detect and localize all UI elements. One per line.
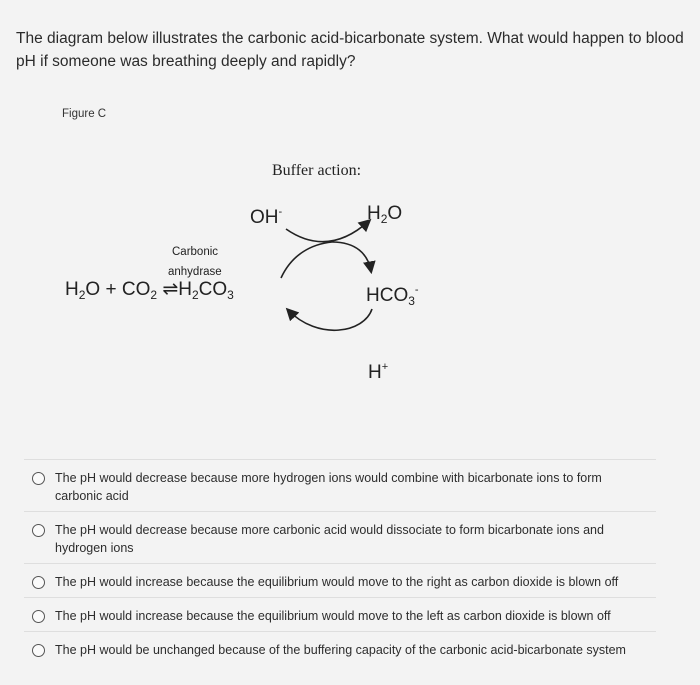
option-3[interactable]	[24, 563, 656, 597]
answer-options	[24, 459, 656, 665]
left-arc	[281, 242, 332, 278]
option-label: The pH would decrease because more carbonic acid would dissociate to form bicarbonate ions and hydrogen ions	[55, 523, 604, 555]
option-1[interactable]	[24, 459, 656, 511]
radio-button[interactable]	[32, 576, 45, 589]
option-label: The pH would be unchanged because of the buffering capacity of the carbonic acid-bicarbonate system	[55, 643, 626, 657]
buffer-arrows	[50, 150, 470, 400]
bicarbonate-label: $HCO_3^-$	[366, 284, 419, 308]
equilibrium-equation: $H_2O + CO_2$ $\rightleftharpoons H_2CO_3$	[65, 279, 234, 302]
option-label: The pH would decrease because more hydrogen ions would combine with bicarbonate ions to form carbonic acid	[55, 471, 602, 503]
radio-button[interactable]	[32, 472, 45, 485]
upper-arrow	[286, 221, 369, 242]
hydrogen-ion-label: H+	[368, 361, 389, 383]
option-label: The pH would increase because the equilibrium would move to the left as carbon dioxide is blown off	[55, 609, 611, 623]
hydroxide-label: OH-	[250, 206, 283, 228]
buffer-action-title: Buffer action:	[272, 162, 362, 179]
water-product-label: $H_2O$	[367, 203, 403, 226]
question-text: The diagram below illustrates the carbonic acid-bicarbonate system. What would happen to blood pH if someone was breathing deeply and rapidly?	[16, 30, 684, 70]
buffer-diagram	[50, 150, 470, 400]
option-5[interactable]	[24, 631, 656, 665]
figure-label: Figure C	[62, 108, 107, 120]
option-label: The pH would increase because the equilibrium would move to the right as carbon dioxide is blown off	[55, 575, 619, 589]
radio-button[interactable]	[32, 610, 45, 623]
option-4[interactable]	[24, 597, 656, 631]
down-arrow	[332, 242, 371, 271]
enzyme-label-carbonic: Carbonic	[172, 246, 219, 258]
radio-button[interactable]	[32, 644, 45, 657]
lower-arrow	[288, 309, 372, 330]
radio-button[interactable]	[32, 524, 45, 537]
enzyme-label-anhydrase: anhydrase	[168, 266, 222, 278]
option-2[interactable]	[24, 511, 656, 563]
